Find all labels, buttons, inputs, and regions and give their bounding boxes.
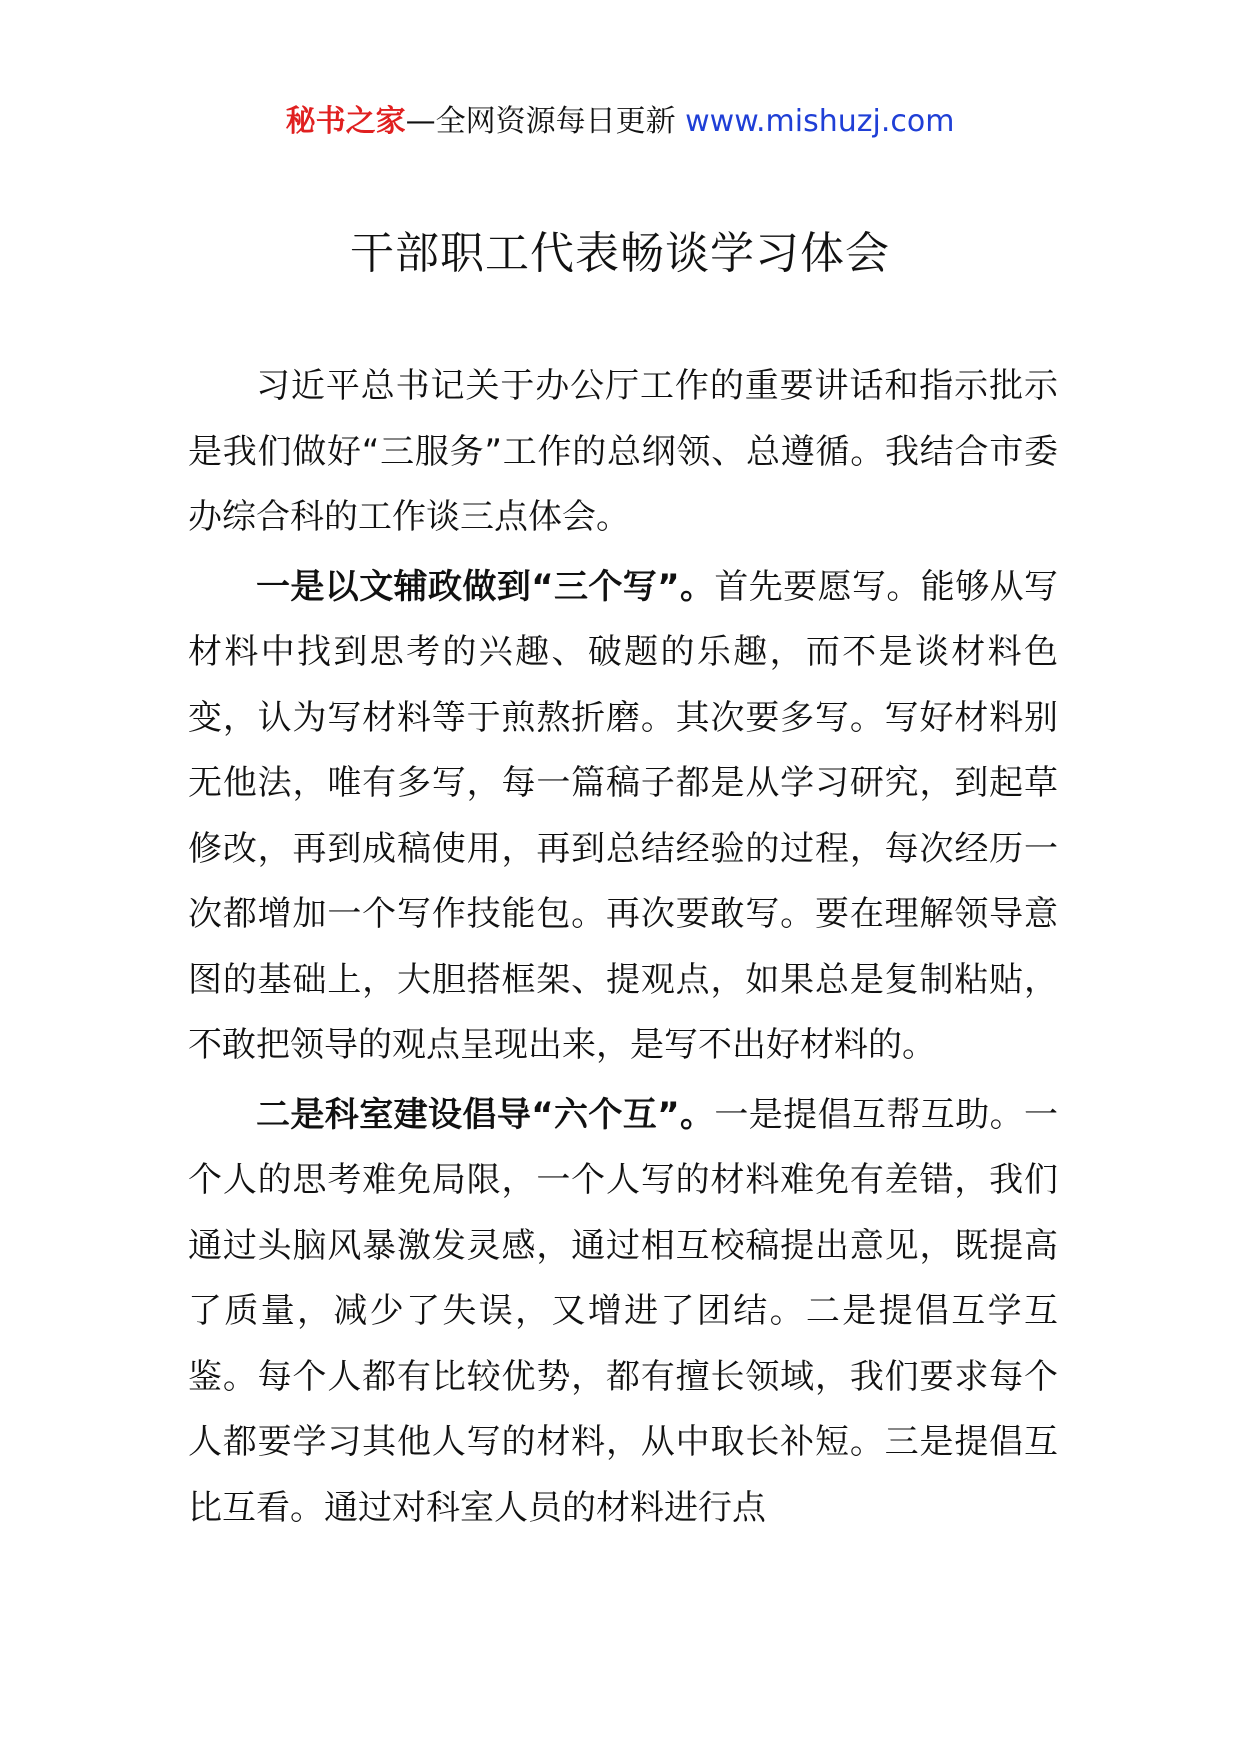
site-header xyxy=(0,98,1240,146)
header-tagline: —全网资源每日更新 xyxy=(405,104,676,139)
paragraph-text: 首先要愿写。能够从写材料中找到思考的兴趣、破题的乐趣，而不是谈材料色变，认为写材料等于煎熬折磨。其次要多写。写好材料别无他法，唯有多写，每一篇稿子都是从学习研究，到起草修改，再到成稿使用，再到总结经验的过程，每次经历一次都增加一个写作技能包。再次要敢写。要在理解领导意图的基础上，大胆搭框架、提观点，如果总是复制粘贴，不敢把领导的观点呈现出来，是写不出好材料的。 xyxy=(188,566,1058,1065)
paragraph-lead: 一是以文辅政做到“三个写”。 xyxy=(256,566,715,607)
document-body xyxy=(188,354,1058,1545)
paragraph-text: 一是提倡互帮互助。一个人的思考难免局限，一个人写的材料难免有差错，我们通过头脑风暴激发灵感，通过相互校稿提出意见，既提高了质量，减少了失误，又增进了团结。二是提倡互学互鉴。每个人都有比较优势，都有擅长领域，我们要求每个人都要学习其他人写的材料，从中取长补短。三是提倡互比互看。通过对科室人员的材料进行点 xyxy=(188,1094,1058,1528)
paragraph-point-two xyxy=(188,1083,1058,1542)
paragraph-intro xyxy=(188,354,1058,551)
paragraph-lead: 二是科室建设倡导“六个互”。 xyxy=(256,1094,715,1135)
paragraph-point-one xyxy=(188,555,1058,1079)
brand-name: 秘书之家 xyxy=(285,104,406,139)
paragraph-text: 习近平总书记关于办公厅工作的重要讲话和指示批示是我们做好“三服务”工作的总纲领、总遵循。我结合市委办综合科的工作谈三点体会。 xyxy=(188,366,1058,537)
document-title: 干部职工代表畅谈学习体会 xyxy=(350,228,890,279)
site-url-link[interactable]: www.mishuzj.com xyxy=(685,104,955,139)
